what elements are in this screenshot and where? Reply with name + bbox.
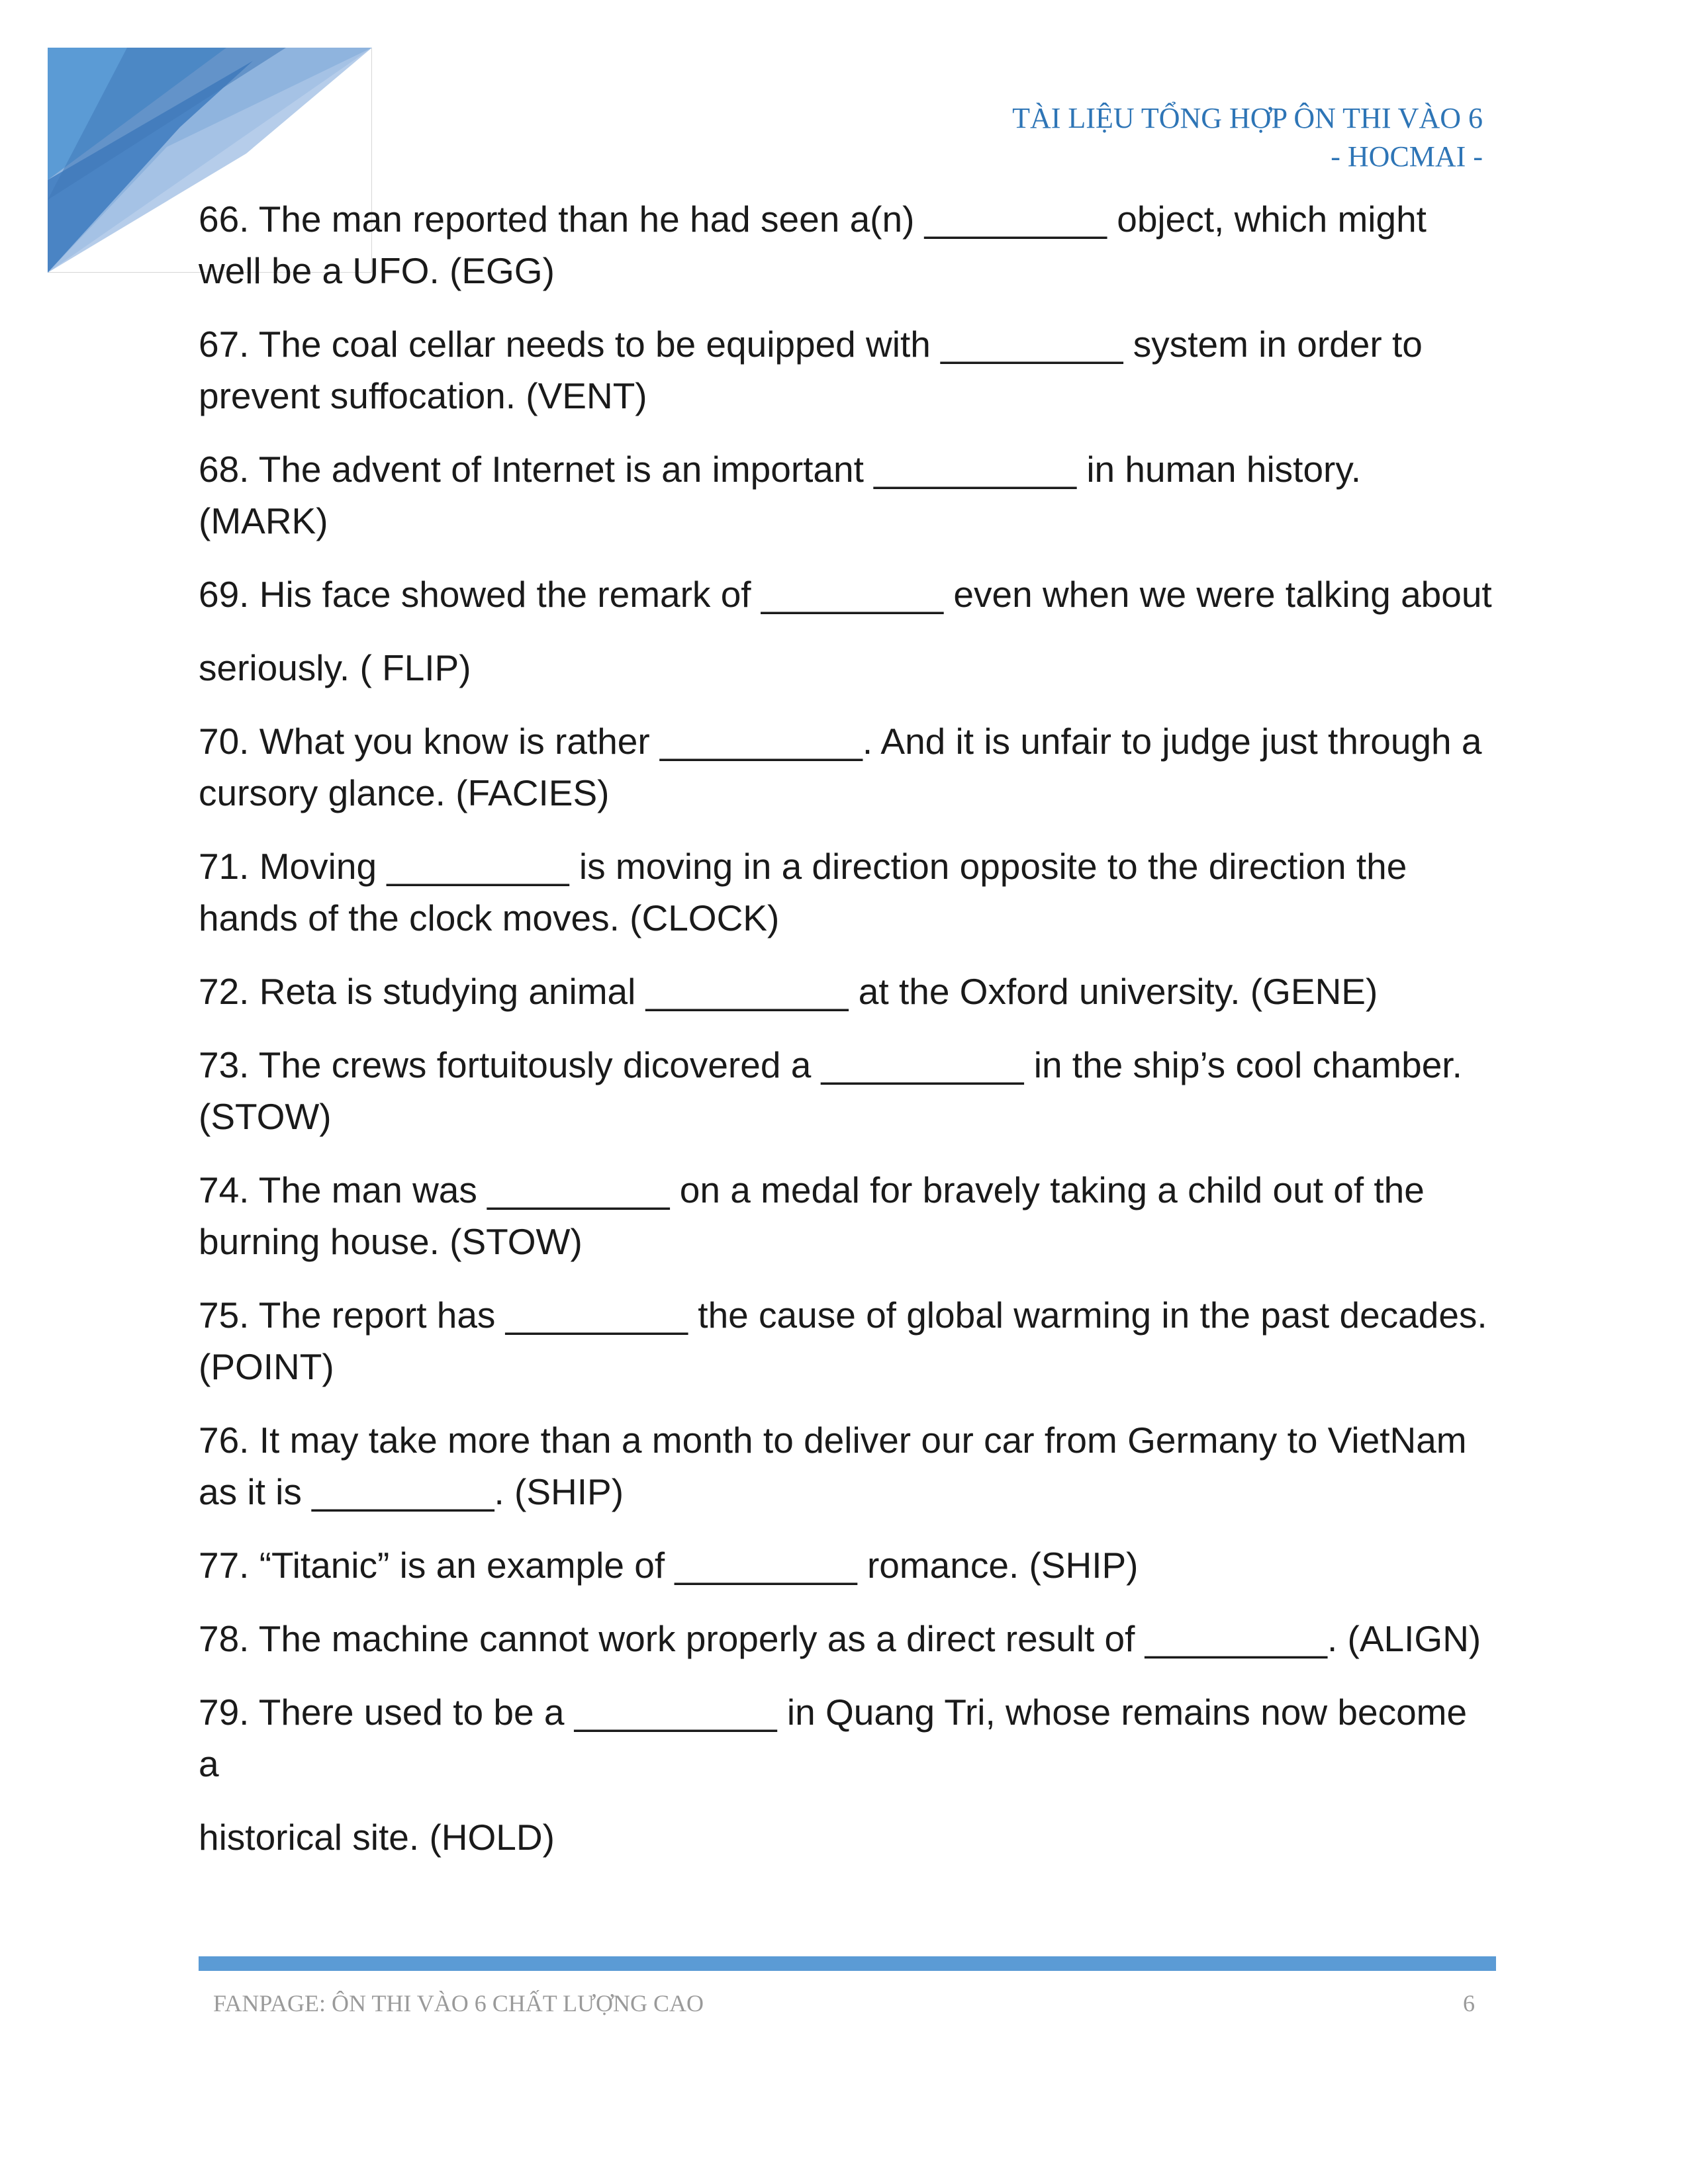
- document-header: [1012, 99, 1483, 176]
- question-66: 66. The man reported than he had seen a(n) _________ object, which might well be a UFO. (EGG): [199, 199, 1437, 291]
- question-67: 67. The coal cellar needs to be equipped with _________ system in order to prevent suffocation. (VENT): [199, 324, 1433, 416]
- question-79-continued: historical site. (HOLD): [199, 1817, 555, 1858]
- question-77: 77. “Titanic” is an example of _________ romance. (SHIP): [199, 1545, 1139, 1586]
- question-69: 69. His face showed the remark of _________ even when we were talking about: [199, 574, 1492, 615]
- question-71: 71. Moving _________ is moving in a direction opposite to the direction the hands of the clock moves. (CLOCK): [199, 846, 1417, 938]
- question-72: 72. Reta is studying animal __________ at the Oxford university. (GENE): [199, 971, 1378, 1012]
- question-78: 78. The machine cannot work properly as a direct result of _________. (ALIGN): [199, 1618, 1481, 1659]
- question-68: 68. The advent of Internet is an important __________ in human history. (MARK): [199, 449, 1372, 541]
- question-73: 73. The crews fortuitously dicovered a __________ in the ship’s cool chamber. (STOW): [199, 1044, 1473, 1137]
- footer-fanpage: FANPAGE: ÔN THI VÀO 6 CHẤT LƯỢNG CAO: [213, 1990, 704, 2017]
- question-69-continued: seriously. ( FLIP): [199, 647, 471, 688]
- question-75: 75. The report has _________ the cause of global warming in the past decades. (POINT): [199, 1295, 1497, 1387]
- question-list: [199, 193, 1496, 1885]
- question-70: 70. What you know is rather __________. And it is unfair to judge just through a cursory glance. (FACIES): [199, 721, 1492, 813]
- question-74: 74. The man was _________ on a medal for bravely taking a child out of the burning house. (STOW): [199, 1169, 1435, 1262]
- page-number: 6: [1463, 1990, 1475, 2017]
- footer-divider: [199, 1956, 1496, 1971]
- question-76: 76. It may take more than a month to deliver our car from Germany to VietNam as it is _________. (SHIP): [199, 1420, 1477, 1512]
- header-title: TÀI LIỆU TỔNG HỢP ÔN THI VÀO 6: [1012, 102, 1483, 134]
- question-79: 79. There used to be a __________ in Quang Tri, whose remains now become a: [199, 1692, 1477, 1784]
- header-subtitle: - HOCMAI -: [1331, 140, 1483, 173]
